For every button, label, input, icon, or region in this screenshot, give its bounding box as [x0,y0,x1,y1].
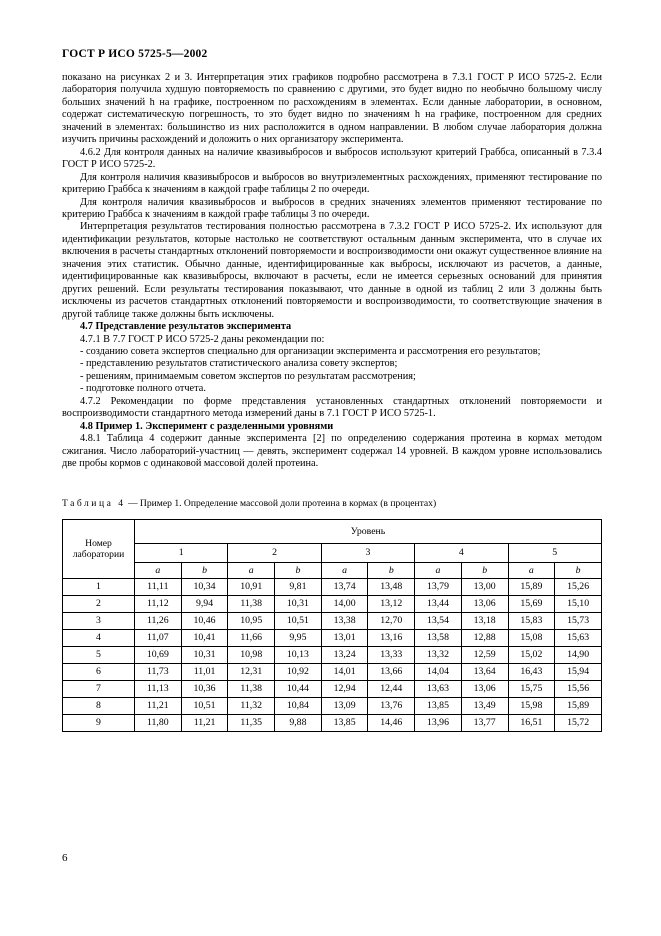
table-row [63,680,602,697]
value-cell: 15,73 [555,612,602,629]
value-cell: 10,13 [275,646,322,663]
lab-number-cell: 2 [63,595,135,612]
table-row [63,578,602,595]
value-cell: 10,84 [275,697,322,714]
running-header: ГОСТ Р ИСО 5725-5—2002 [62,48,208,60]
subsample-a-cell: a [508,562,555,578]
value-cell: 13,12 [368,595,415,612]
subsample-row [63,562,602,578]
table-row [63,714,602,731]
value-cell: 12,88 [461,629,508,646]
value-cell: 11,21 [181,714,228,731]
value-cell: 13,18 [461,612,508,629]
table-caption-label: Таблица 4 [62,497,126,509]
value-cell: 15,69 [508,595,555,612]
value-cell: 13,96 [415,714,462,731]
value-cell: 10,95 [228,612,275,629]
value-cell: 13,85 [415,697,462,714]
paragraph: Для контроля наличия квазивыбросов и выбросов во внутриэлементных расхождениях, применяют тестирование по критерию Граббса к значениям в каждой графе таблицы 2 по очереди. [62,171,602,196]
value-cell: 15,89 [508,578,555,595]
value-cell: 13,76 [368,697,415,714]
subsample-b-cell: b [181,562,228,578]
value-cell: 13,48 [368,578,415,595]
value-cell: 12,44 [368,680,415,697]
level-number-row [63,543,602,562]
value-cell: 16,51 [508,714,555,731]
value-cell: 13,06 [461,680,508,697]
paragraph: показано на рисунках 2 и 3. Интерпретация этих графиков подробно рассмотрена в 7.3.1 ГОСТ Р ИСО 5725-2. Если лаборатория получила худшую повторяемость по сравнению с другими, это будет видно по необычно большому числу больших значений h на графике, построенном по расхождениям в элементах. Если данные лаборатории, в основном, содержат систематическую погрешность, то это будет видно по значениям h на графике, построенном для средних значений в элементах: большинство из них расположится в одном направлении. В любом случае лаборатория должна изучить причины расхождений и доложить о них организатору эксперимента. [62,72,602,146]
level-2-cell: 2 [228,543,321,562]
value-cell: 13,44 [415,595,462,612]
subsample-a-cell: a [321,562,368,578]
value-cell: 10,91 [228,578,275,595]
value-cell: 13,24 [321,646,368,663]
value-cell: 13,66 [368,663,415,680]
value-cell: 15,56 [555,680,602,697]
paragraph: 4.8 Пример 1. Эксперимент с разделенными уровнями [80,420,334,432]
value-cell: 10,41 [181,629,228,646]
value-cell: 15,63 [555,629,602,646]
paragraph: - решениям, принимаемым советом экспертов по результатам рассмотрения; [80,370,416,382]
value-cell: 11,12 [135,595,182,612]
paragraph: 4.7 Представление результатов эксперимента [80,321,292,333]
value-cell: 10,46 [181,612,228,629]
subsample-b-cell: b [368,562,415,578]
value-cell: 13,16 [368,629,415,646]
table-row [63,595,602,612]
value-cell: 13,85 [321,714,368,731]
value-cell: 13,74 [321,578,368,595]
lab-number-cell: 7 [63,680,135,697]
value-cell: 11,11 [135,578,182,595]
value-cell: 9,81 [275,578,322,595]
paragraph: Интерпретация результатов тестирования полностью рассмотрена в 7.3.2 ГОСТ Р ИСО 5725-2. Их используют для идентификации результатов, которые настолько не соответствуют остальным данным эксперимента, что в случае их включения в расчеты стандартных отклонений повторяемости и воспроизводимости они окажут существенное влияние на значения этих статистик. Обычно данные, идентифицированные как выбросы, исключают из расчетов, а данные, идентифицированные как квазивыбросы, включают в расчеты, если не имеется серьезных оснований для принятия других решений. Если результаты тестирования показывают, что данные в одной из таблиц 2 или 3 должны быть исключены из расчетов стандартных отклонений повторяемости и воспроизводимости, то соответствующие значения в другой таблице также должны быть исключены. [62,221,602,320]
value-cell: 11,13 [135,680,182,697]
value-cell: 10,44 [275,680,322,697]
table-header [63,519,602,578]
value-cell: 15,08 [508,629,555,646]
table-caption-text: — Пример 1. Определение массовой доли протеина в кормах (в процентах) [127,497,437,509]
paragraph: 4.8.1 Таблица 4 содержит данные эксперимента [2] по определению содержания протеина в кормах методом сжигания. Число лабораторий-участниц — девять, эксперимент содержал 14 уровней. В каждом уровне использовались две пробы кормов с одинаковой массовой долей протеина. [62,433,602,470]
value-cell: 10,51 [181,697,228,714]
value-cell: 13,00 [461,578,508,595]
level-4-cell: 4 [415,543,508,562]
value-cell: 14,90 [555,646,602,663]
value-cell: 15,10 [555,595,602,612]
value-cell: 15,75 [508,680,555,697]
value-cell: 11,26 [135,612,182,629]
paragraph: 4.7.1 В 7.7 ГОСТ Р ИСО 5725-2 даны рекомендации по: [80,333,325,345]
value-cell: 13,32 [415,646,462,663]
value-cell: 12,70 [368,612,415,629]
value-cell: 15,26 [555,578,602,595]
value-cell: 13,33 [368,646,415,663]
table-row [63,629,602,646]
value-cell: 10,92 [275,663,322,680]
table-body [63,578,602,731]
paragraphs [62,72,602,471]
value-cell: 10,51 [275,612,322,629]
subsample-a-cell: a [135,562,182,578]
table-row [63,646,602,663]
value-cell: 11,38 [228,595,275,612]
page-content [62,72,602,732]
protein-data-table [62,519,602,732]
value-cell: 14,46 [368,714,415,731]
page-number: 6 [62,852,68,864]
value-cell: 15,94 [555,663,602,680]
value-cell: 13,79 [415,578,462,595]
value-cell: 10,69 [135,646,182,663]
value-cell: 11,66 [228,629,275,646]
value-cell: 11,80 [135,714,182,731]
subsample-a-cell: a [415,562,462,578]
value-cell: 13,09 [321,697,368,714]
value-cell: 15,02 [508,646,555,663]
value-cell: 13,06 [461,595,508,612]
value-cell: 16,43 [508,663,555,680]
value-cell: 14,00 [321,595,368,612]
paragraph: 4.6.2 Для контроля данных на наличие квазивыбросов и выбросов используют критерий Граббса, описанный в 7.3.4 ГОСТ Р ИСО 5725-2. [62,146,602,171]
subsample-a-cell: a [228,562,275,578]
value-cell: 11,01 [181,663,228,680]
value-cell: 14,01 [321,663,368,680]
value-cell: 14,04 [415,663,462,680]
value-cell: 15,89 [555,697,602,714]
lab-number-cell: 1 [63,578,135,595]
subsample-b-cell: b [275,562,322,578]
lab-number-cell: 5 [63,646,135,663]
value-cell: 15,83 [508,612,555,629]
value-cell: 9,94 [181,595,228,612]
value-cell: 12,31 [228,663,275,680]
paragraph: - представлению результатов статистического анализа совету экспертов; [80,358,398,370]
value-cell: 13,49 [461,697,508,714]
value-cell: 13,64 [461,663,508,680]
value-cell: 15,98 [508,697,555,714]
lab-number-cell: 9 [63,714,135,731]
value-cell: 12,94 [321,680,368,697]
value-cell: 10,34 [181,578,228,595]
value-cell: 11,73 [135,663,182,680]
value-cell: 11,07 [135,629,182,646]
table-row [63,697,602,714]
table-row [63,612,602,629]
value-cell: 13,77 [461,714,508,731]
paragraph: Для контроля наличия квазивыбросов и выбросов в средних значениях элементов применяют тестирование по критерию Граббса к значениям в каждой графе таблицы 3 по очереди. [62,196,602,220]
value-cell: 10,31 [181,646,228,663]
value-cell: 10,31 [275,595,322,612]
paragraph: - созданию совета экспертов специально для организации эксперимента и рассмотрения его результатов; [80,345,541,357]
subsample-b-cell: b [461,562,508,578]
paragraph: - подготовке полного отчета. [80,383,206,395]
level-5-cell: 5 [508,543,602,562]
level-3-cell: 3 [321,543,414,562]
level-1-cell: 1 [135,543,228,562]
value-cell: 15,72 [555,714,602,731]
value-cell: 9,88 [275,714,322,731]
value-cell: 13,38 [321,612,368,629]
lab-number-cell: 6 [63,663,135,680]
value-cell: 13,01 [321,629,368,646]
value-cell: 13,58 [415,629,462,646]
paragraph: 4.7.2 Рекомендации по форме представления установленных стандартных отклонений повторяемости и воспроизводимости стандартного метода измерений даны в 7.1 ГОСТ Р ИСО 5725-1. [62,395,602,420]
value-cell: 11,32 [228,697,275,714]
value-cell: 11,35 [228,714,275,731]
lab-number-header-cell: Номер лаборатории [63,519,135,578]
lab-number-cell: 3 [63,612,135,629]
value-cell: 13,54 [415,612,462,629]
value-cell: 11,21 [135,697,182,714]
subsample-b-cell: b [555,562,602,578]
lab-number-cell: 4 [63,629,135,646]
value-cell: 11,38 [228,680,275,697]
value-cell: 12,59 [461,646,508,663]
table-caption [62,498,602,510]
table-row [63,663,602,680]
value-cell: 13,63 [415,680,462,697]
level-header-cell: Уровень [135,519,602,543]
value-cell: 10,36 [181,680,228,697]
value-cell: 10,98 [228,646,275,663]
value-cell: 9,95 [275,629,322,646]
lab-number-cell: 8 [63,697,135,714]
